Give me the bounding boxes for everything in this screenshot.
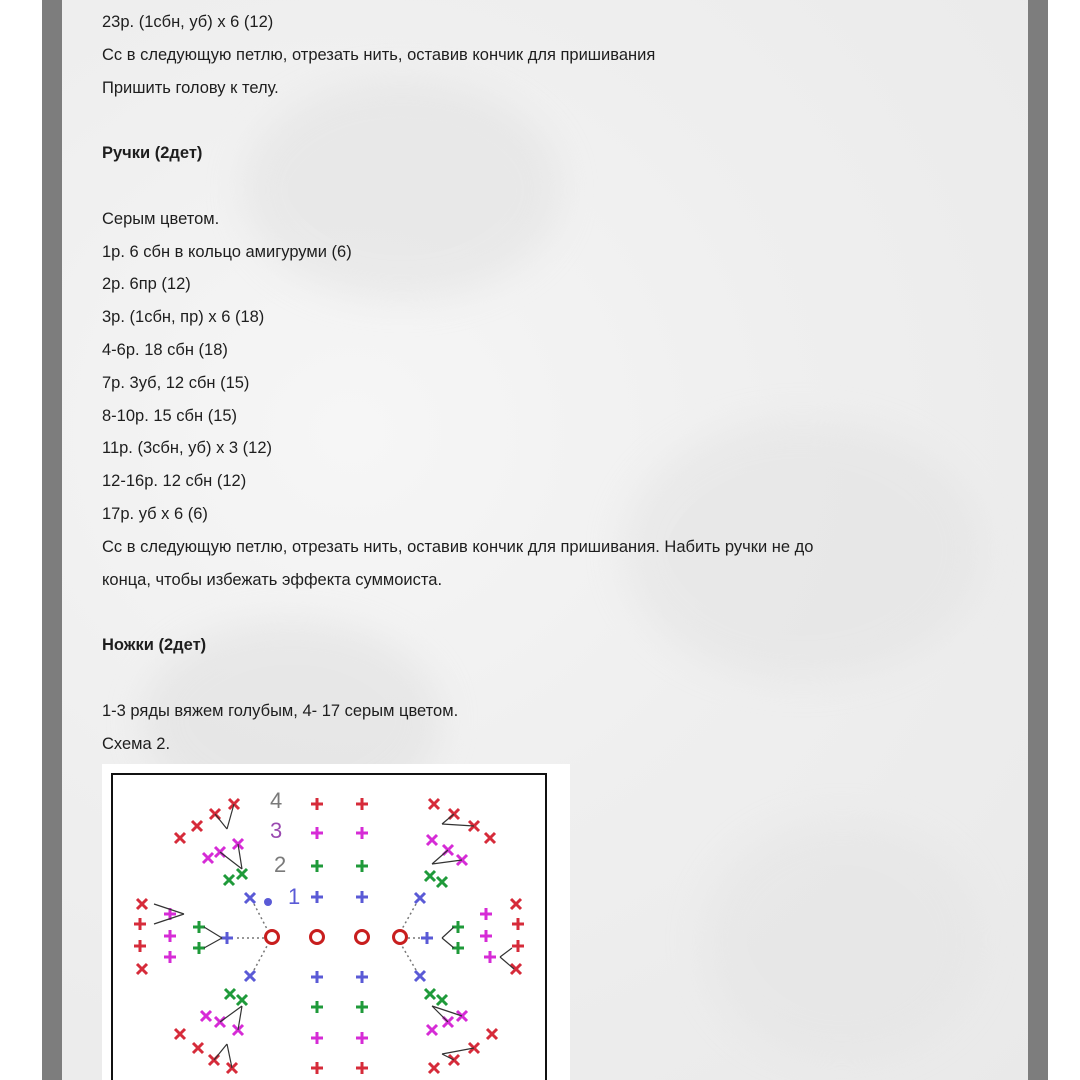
crochet-scheme-image	[102, 764, 570, 1080]
text-line: 23р. (1сбн, уб) х 6 (12)	[102, 13, 274, 31]
text-line: 2р. 6пр (12)	[102, 275, 191, 294]
document-page	[62, 0, 1028, 1080]
row-number-label: 3	[270, 818, 283, 843]
row-number-label: 4	[270, 788, 283, 813]
paper-stain	[702, 820, 982, 1060]
section-heading-hands: Ручки (2дет)	[102, 144, 203, 163]
text-line: 12-16р. 12 сбн (12)	[102, 472, 247, 491]
text-line: Сс в следующую петлю, отрезать нить, оставив кончик для пришивания	[102, 45, 656, 64]
text-line: конца, чтобы избежать эффекта суммоиста.	[102, 570, 443, 589]
text-line: Схема 2.	[102, 734, 171, 753]
pattern-text	[102, 6, 1002, 760]
text-line: 4-6р. 18 сбн (18)	[102, 340, 228, 359]
row-number-label: 2	[274, 852, 287, 877]
text-line: 17р. уб х 6 (6)	[102, 504, 208, 523]
text-line: 11р. (3сбн, уб) х 3 (12)	[102, 439, 273, 458]
text-line: Сс в следующую петлю, отрезать нить, оставив кончик для пришивания. Набить ручки не до	[102, 537, 814, 556]
text-line: 3р. (1сбн, пр) х 6 (18)	[102, 308, 265, 327]
text-line: Пришить голову к телу.	[102, 78, 279, 97]
section-heading-legs: Ножки (2дет)	[102, 636, 207, 655]
text-line: Серым цветом.	[102, 209, 220, 228]
text-line: 8-10р. 15 сбн (15)	[102, 406, 238, 425]
text-line: 1р. 6 сбн в кольцо амигуруми (6)	[102, 242, 352, 261]
text-line: 1-3 ряды вяжем голубым, 4- 17 серым цветом.	[102, 701, 459, 720]
start-marker-dot	[264, 898, 272, 906]
crochet-diagram	[102, 764, 570, 1080]
row-number-label: 1	[288, 884, 301, 909]
diagram-border	[112, 774, 546, 1080]
text-line: 7р. 3уб, 12 сбн (15)	[102, 373, 250, 392]
